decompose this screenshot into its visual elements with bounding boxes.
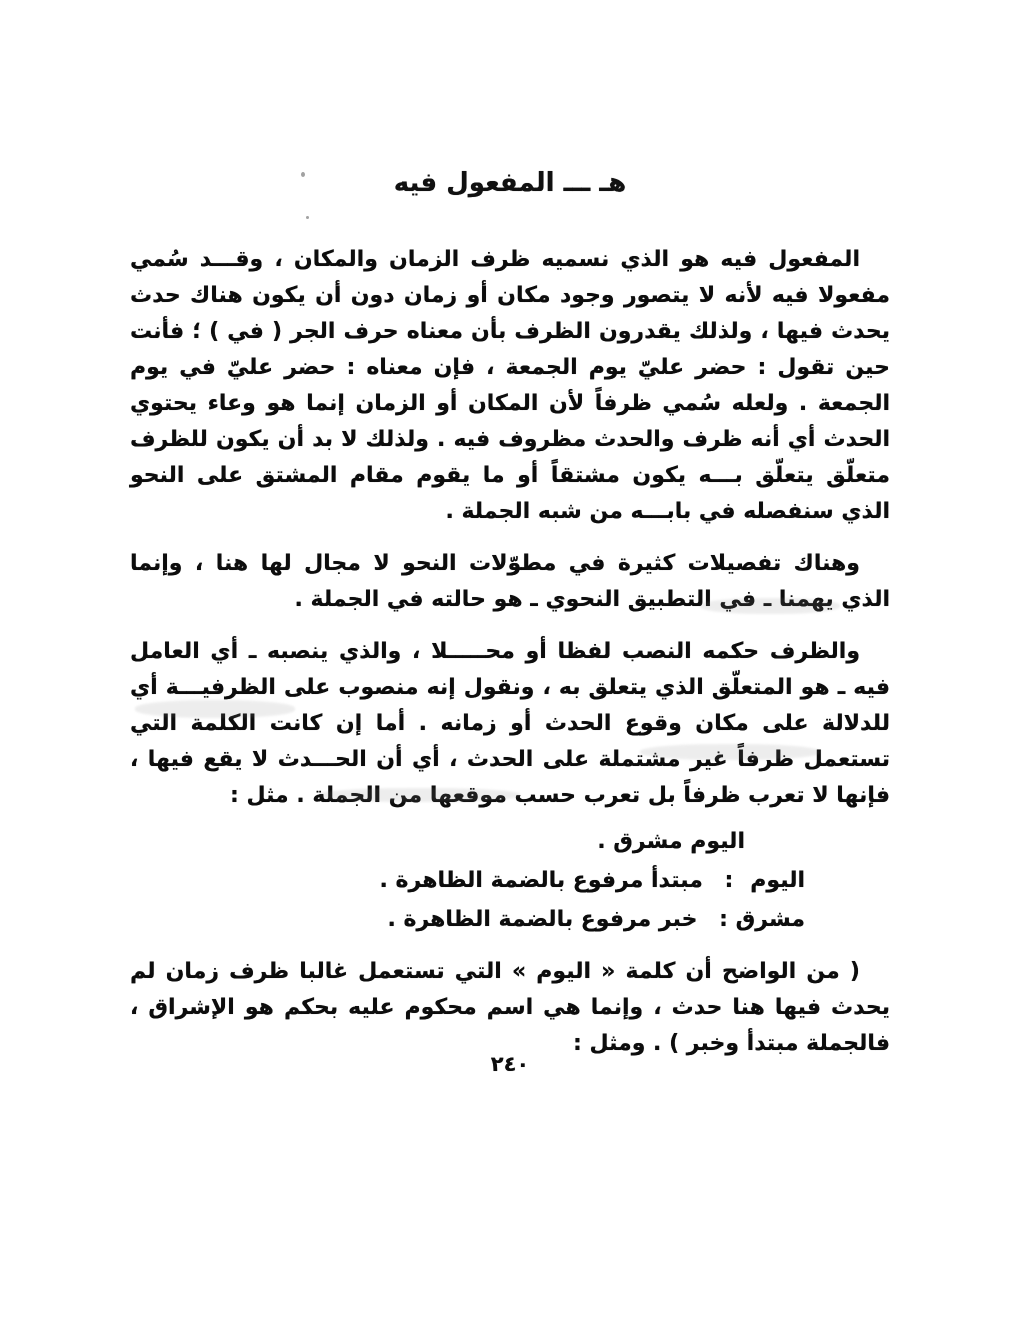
scan-speck: [301, 172, 305, 177]
text-block: [130, 0, 890, 1062]
analysis-description: مبتدأ مرفوع بالضمة الظاهرة .: [379, 868, 703, 893]
analysis-row: [130, 863, 890, 899]
scan-speck: [306, 216, 309, 219]
scan-smudge: [135, 700, 295, 718]
scan-smudge: [700, 598, 840, 614]
analysis-separator: :: [724, 868, 734, 893]
page-number: ٢٤٠: [490, 1052, 530, 1076]
analysis-term: اليوم: [750, 868, 805, 893]
scan-smudge: [320, 788, 520, 802]
analysis-row: [130, 902, 890, 938]
paragraph-definition: المفعول فيه هو الذي نسميه ظرف الزمان والمكان ، وقـــد سُمي مفعولا فيه لأنه لا يتصور وجود مكان أو زمان دون أن يكون هناك حدث يحدث فيها ، ولذلك يقدرون الظرف بأن معناه حرف الجر ( في ) ؛ فأنت حين تقول : حضر عليّ يوم الجمعة ، فإن معناه : حضر عليّ في يوم الجمعة . ولعله سُمي ظرفاً لأن المكان أو الزمان إنما هو وعاء يحتوي الحدث أي أنه ظرف والحدث مظروف فيه . ولذلك لا بد أن يكون للظرف متعلّق يتعلّق بـــه يكون مشتقاً أو ما يقوم مقام المشتق على النحو الذي سنفصله في بابـــه من شبه الجملة .: [130, 247, 890, 524]
analysis-description: خبر مرفوع بالضمة الظاهرة .: [387, 907, 698, 932]
example-sentence: اليوم مشرق .: [597, 829, 745, 854]
paragraph-scope: وهناك تفصيلات كثيرة في مطوّلات النحو لا مجال لها هنا ، وإنما الذي يهمنا ـ في التطبيق النحوي ـ هو حالته في الجملة .: [130, 551, 890, 612]
scan-smudge: [640, 744, 820, 760]
analysis-term: مشرق: [735, 907, 805, 932]
paragraph-note: ( من الواضح أن كلمة « اليوم » التي تستعمل غالبا ظرف زمان لم يحدث فيها هنا حدث ، وإنما هي اسم محكوم عليه بحكم هو الإشراق ، فالجملة مبتدأ وخبر ) . ومثل :: [130, 959, 890, 1056]
analysis-separator: :: [719, 907, 728, 932]
paragraph-ruling: والظرف حكمه النصب لفظا أو محـــــلا ، والذي ينصبه ـ أي العامل فيه ـ هو المتعلّق الذي يتعلق به ، ونقول إنه منصوب على الظرفيـــة أي للدلالة على مكان وقوع الحدث أو زمانه . أما إن كانت الكلمة التي تستعمل ظرفاً غير مشتملة على الحدث ، أي أن الحـــدث لا يقع فيها ، فإنها لا تعرب ظرفاً بل تعرب حسب موقعها من الجملة . مثل :: [130, 639, 890, 808]
section-heading: هـ ـــ المفعول فيه: [393, 168, 627, 198]
